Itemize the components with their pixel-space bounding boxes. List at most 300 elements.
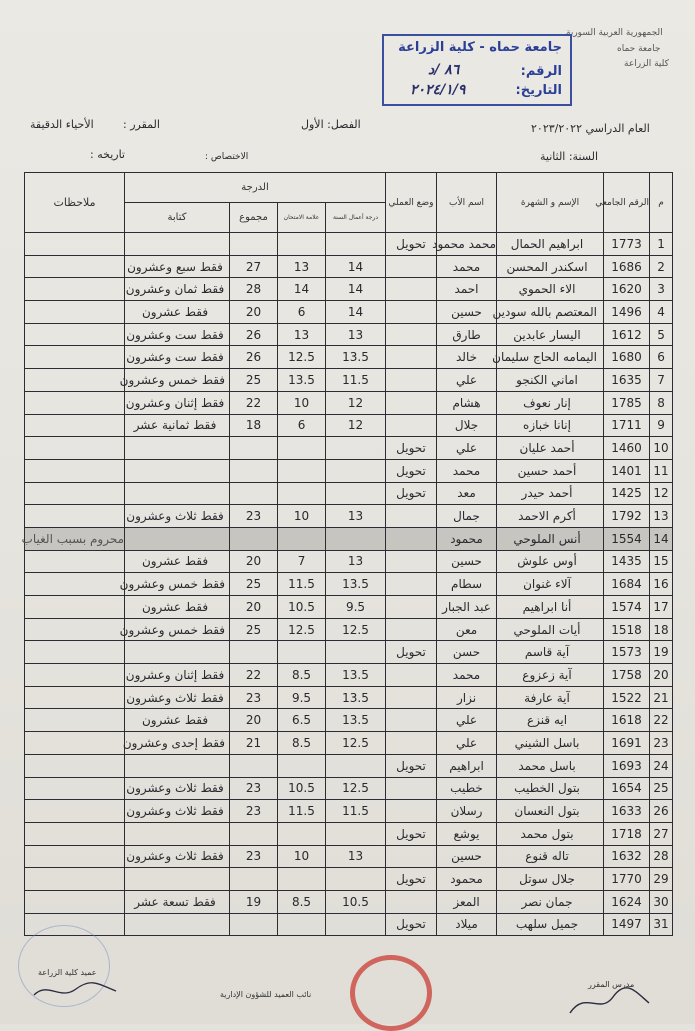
semester-work-grade [326,527,386,550]
row-note [25,505,125,528]
practical-status [386,278,437,301]
practical-status [386,505,437,528]
university-id: 1620 [604,278,650,301]
row-index: 27 [650,822,673,845]
exam-grade: 10 [278,845,326,868]
grade-in-words [125,754,230,777]
row-note [25,868,125,891]
semester-work-grade: 12 [326,414,386,437]
teacher-signature [565,985,655,1021]
footer-course-teacher: مدرس المقرر [588,980,635,989]
grade-in-words [125,913,230,936]
student-name: آية زعزوع [497,664,604,687]
row-note [25,822,125,845]
father-name: محمد [437,255,497,278]
semester-work-grade: 14 [326,255,386,278]
practical-status [386,391,437,414]
student-name: اليمامه الحاج سليمان [497,346,604,369]
total-grade [230,822,278,845]
col-semester-work: درجة أعمال السنة [326,203,386,233]
subject-value: الأحياء الدقيقة [30,118,94,131]
table-row [25,618,673,641]
grade-in-words: فقط خمس وعشرون [125,369,230,392]
col-practical-status: وضع العملي [386,173,437,233]
father-name: محمد محمود [437,233,497,256]
row-index: 28 [650,845,673,868]
practical-status: تحويل [386,233,437,256]
row-note [25,686,125,709]
father-name: سطام [437,573,497,596]
row-index: 21 [650,686,673,709]
exam-grade [278,527,326,550]
student-name: جلال سوتل [497,868,604,891]
father-name: المعز [437,890,497,913]
exam-grade: 10 [278,391,326,414]
practical-status: تحويل [386,754,437,777]
row-index: 7 [650,369,673,392]
table-row [25,845,673,868]
col-father-name: اسم الأب [437,173,497,233]
row-index: 19 [650,641,673,664]
row-note [25,369,125,392]
father-name: محمود [437,868,497,891]
father-name: ابراهيم [437,754,497,777]
row-index: 13 [650,505,673,528]
father-name: هشام [437,391,497,414]
table-row [25,732,673,755]
practical-status: تحويل [386,641,437,664]
student-name: اماني الكنجو [497,369,604,392]
total-grade: 20 [230,709,278,732]
row-note [25,233,125,256]
father-name: معن [437,618,497,641]
father-name: محمد [437,664,497,687]
father-name: علي [437,369,497,392]
student-name: أحمد عليان [497,437,604,460]
university-id: 1522 [604,686,650,709]
row-note [25,596,125,619]
grade-in-words: فقط خمس وعشرون [125,618,230,641]
row-note [25,732,125,755]
footer-dean: عميد كلية الزراعة [38,968,97,977]
col-university-id: الرقم الجامعي [604,173,650,233]
table-row [25,550,673,573]
table-row [25,527,673,550]
student-name: أيات الملوحي [497,618,604,641]
student-name: باسل الشيني [497,732,604,755]
table-row [25,800,673,823]
practical-status [386,845,437,868]
table-row [25,369,673,392]
exam-grade: 7 [278,550,326,573]
table-row [25,664,673,687]
row-index: 14 [650,527,673,550]
grades-table [21,172,673,936]
practical-status [386,323,437,346]
practical-status [386,596,437,619]
total-grade [230,459,278,482]
father-name: طارق [437,323,497,346]
subject-label: المقرر : [123,118,160,131]
exam-grade [278,459,326,482]
grade-in-words: فقط إثنان وعشرون [125,391,230,414]
semester: الفصل: الأول [301,118,361,131]
total-grade: 28 [230,278,278,301]
table-row [25,391,673,414]
exam-grade: 6 [278,414,326,437]
grade-in-words: فقط ست وعشرون [125,323,230,346]
total-grade: 20 [230,301,278,324]
row-note [25,255,125,278]
university-id: 1654 [604,777,650,800]
practical-status: تحويل [386,482,437,505]
exam-grade: 9.5 [278,686,326,709]
semester-work-grade [326,233,386,256]
col-name: الإسم و الشهرة [497,173,604,233]
student-name: بتول الخطيب [497,777,604,800]
grade-in-words: فقط خمس وعشرون [125,573,230,596]
row-index: 30 [650,890,673,913]
stamp-title: جامعة حماه - كلية الزراعة [398,40,562,55]
semester-work-grade [326,868,386,891]
table-row [25,709,673,732]
university-id: 1401 [604,459,650,482]
practical-status [386,550,437,573]
grade-in-words: فقط ثمان وعشرون [125,278,230,301]
university-id: 1460 [604,437,650,460]
father-name: عبد الجبار [437,596,497,619]
exam-grade [278,482,326,505]
father-name: خطيب [437,777,497,800]
total-grade: 20 [230,550,278,573]
university-id: 1554 [604,527,650,550]
row-index: 6 [650,346,673,369]
row-index: 24 [650,754,673,777]
table-row [25,505,673,528]
date-label: تاريخه : [90,148,125,161]
total-grade [230,527,278,550]
father-name: حسن [437,641,497,664]
exam-grade: 14 [278,278,326,301]
grade-in-words [125,527,230,550]
semester-work-grade [326,822,386,845]
semester-work-grade: 12.5 [326,732,386,755]
grade-in-words [125,482,230,505]
row-index: 20 [650,664,673,687]
row-note: محروم بسبب الغياب [25,527,125,550]
father-name: جمال [437,505,497,528]
grade-in-words: فقط سبع وعشرون [125,255,230,278]
practical-status [386,800,437,823]
student-name: إنار نعوف [497,391,604,414]
stamp-date-label: التاريخ: [515,83,562,98]
practical-status [386,414,437,437]
table-row [25,437,673,460]
exam-grade [278,437,326,460]
exam-grade: 10.5 [278,596,326,619]
total-grade [230,233,278,256]
father-name: ميلاد [437,913,497,936]
father-name: يوشع [437,822,497,845]
study-level: السنة: الثانية [540,150,598,163]
table-row [25,822,673,845]
table-row [25,346,673,369]
row-index: 4 [650,301,673,324]
exam-grade [278,913,326,936]
total-grade: 18 [230,414,278,437]
practical-status [386,777,437,800]
university-id: 1792 [604,505,650,528]
student-name: آية قاسم [497,641,604,664]
semester-work-grade: 9.5 [326,596,386,619]
father-name: جلال [437,414,497,437]
university-id: 1770 [604,868,650,891]
row-note [25,414,125,437]
row-note [25,459,125,482]
total-grade: 22 [230,664,278,687]
exam-grade: 13.5 [278,369,326,392]
student-name: تاله قنوع [497,845,604,868]
grade-in-words: فقط إثنان وعشرون [125,664,230,687]
total-grade: 25 [230,573,278,596]
table-row [25,686,673,709]
practical-status [386,369,437,392]
table-row [25,890,673,913]
student-name: أحمد حيدر [497,482,604,505]
student-name: أحمد حسين [497,459,604,482]
table-row [25,913,673,936]
specialization-label: الاختصاص : [205,152,249,162]
father-name: نزار [437,686,497,709]
university-id: 1718 [604,822,650,845]
father-name: محمد [437,459,497,482]
total-grade [230,641,278,664]
total-grade: 23 [230,505,278,528]
row-note [25,777,125,800]
semester-work-grade: 13.5 [326,686,386,709]
total-grade: 25 [230,369,278,392]
table-row [25,641,673,664]
practical-status [386,618,437,641]
grade-in-words: فقط عشرون [125,301,230,324]
academic-year: العام الدراسي ٢٠٢٣/٢٠٢٢ [531,122,650,135]
university-id: 1693 [604,754,650,777]
grade-in-words: فقط ثلاث وعشرون [125,777,230,800]
grade-in-words: فقط عشرون [125,596,230,619]
practical-status [386,346,437,369]
university-id: 1785 [604,391,650,414]
university-id: 1518 [604,618,650,641]
grade-in-words [125,868,230,891]
total-grade: 21 [230,732,278,755]
grade-in-words: فقط ثلاث وعشرون [125,686,230,709]
practical-status: تحويل [386,868,437,891]
table-row [25,414,673,437]
total-grade: 25 [230,618,278,641]
practical-status [386,301,437,324]
exam-grade: 13 [278,255,326,278]
exam-grade: 11.5 [278,800,326,823]
row-index: 3 [650,278,673,301]
grade-in-words: فقط ثلاث وعشرون [125,800,230,823]
row-index: 9 [650,414,673,437]
university-id: 1496 [604,301,650,324]
row-index: 15 [650,550,673,573]
grade-in-words: فقط ثلاث وعشرون [125,845,230,868]
row-note [25,890,125,913]
grade-in-words [125,459,230,482]
total-grade: 27 [230,255,278,278]
row-index: 12 [650,482,673,505]
header-university: جامعة حماه [617,44,661,54]
col-notes: ملاحظات [25,173,125,233]
row-note [25,709,125,732]
university-id: 1691 [604,732,650,755]
row-note [25,845,125,868]
semester-work-grade: 13.5 [326,346,386,369]
father-name: علي [437,437,497,460]
row-index: 5 [650,323,673,346]
university-id: 1632 [604,845,650,868]
university-id: 1758 [604,664,650,687]
row-note [25,618,125,641]
dean-signature [30,975,120,1005]
stamp-ref-label: الرقم: [520,64,562,79]
semester-work-grade: 10.5 [326,890,386,913]
row-index: 11 [650,459,673,482]
row-index: 29 [650,868,673,891]
exam-grade: 11.5 [278,573,326,596]
student-name: باسل محمد [497,754,604,777]
semester-work-grade [326,437,386,460]
total-grade: 19 [230,890,278,913]
grade-in-words: فقط تسعة عشر [125,890,230,913]
row-index: 22 [650,709,673,732]
exam-grade: 6 [278,301,326,324]
row-index: 23 [650,732,673,755]
practical-status: تحويل [386,822,437,845]
table-row [25,233,673,256]
col-written: كتابة [125,203,230,233]
university-id: 1633 [604,800,650,823]
father-name: رسلان [437,800,497,823]
row-note [25,482,125,505]
row-note [25,301,125,324]
footer-vice-dean: نائب العميد للشؤون الإدارية [220,990,312,999]
row-index: 10 [650,437,673,460]
student-name: أوس علوش [497,550,604,573]
grade-in-words [125,641,230,664]
semester-work-grade [326,754,386,777]
practical-status [386,255,437,278]
row-note [25,391,125,414]
exam-grade [278,641,326,664]
father-name: علي [437,709,497,732]
student-name: إنانا خبازه [497,414,604,437]
university-id: 1624 [604,890,650,913]
university-id: 1497 [604,913,650,936]
total-grade [230,913,278,936]
total-grade: 23 [230,845,278,868]
student-name: اليسار عابدين [497,323,604,346]
row-index: 26 [650,800,673,823]
header-faculty: كلية الزراعة [624,59,669,69]
row-index: 1 [650,233,673,256]
grade-in-words [125,233,230,256]
semester-work-grade: 11.5 [326,800,386,823]
total-grade: 22 [230,391,278,414]
exam-grade: 12.5 [278,618,326,641]
table-row [25,255,673,278]
reference-stamp [382,34,572,106]
row-note [25,346,125,369]
total-grade: 26 [230,346,278,369]
exam-grade [278,233,326,256]
exam-grade: 8.5 [278,890,326,913]
practical-status: تحويل [386,913,437,936]
student-name: بتول محمد [497,822,604,845]
total-grade [230,482,278,505]
table-row [25,323,673,346]
row-index: 25 [650,777,673,800]
row-note [25,754,125,777]
semester-work-grade: 12.5 [326,618,386,641]
header-country: الجمهورية العربية السورية [566,28,663,38]
father-name: حسين [437,301,497,324]
exam-grade: 6.5 [278,709,326,732]
table-row [25,596,673,619]
university-id: 1425 [604,482,650,505]
practical-status [386,890,437,913]
university-id: 1612 [604,323,650,346]
semester-work-grade [326,482,386,505]
row-index: 2 [650,255,673,278]
university-id: 1680 [604,346,650,369]
row-index: 8 [650,391,673,414]
row-index: 16 [650,573,673,596]
father-name: حسين [437,845,497,868]
semester-work-grade [326,641,386,664]
university-id: 1635 [604,369,650,392]
student-name: أنا ابراهيم [497,596,604,619]
row-index: 18 [650,618,673,641]
student-name: الاء الحموي [497,278,604,301]
university-id: 1684 [604,573,650,596]
faculty-seal [350,955,432,1031]
student-name: بتول النعسان [497,800,604,823]
total-grade: 23 [230,777,278,800]
university-id: 1711 [604,414,650,437]
student-name: آلاء غنوان [497,573,604,596]
row-note [25,664,125,687]
exam-grade: 13 [278,323,326,346]
father-name: معد [437,482,497,505]
stamp-ref-value: ٨٦ /د [428,62,460,78]
father-name: احمد [437,278,497,301]
semester-work-grade: 11.5 [326,369,386,392]
grade-in-words [125,437,230,460]
student-name: ايه قنزع [497,709,604,732]
university-id: 1574 [604,596,650,619]
father-name: حسين [437,550,497,573]
total-grade [230,868,278,891]
col-exam: علامة الامتحان [278,203,326,233]
student-name: أكرم الاحمد [497,505,604,528]
total-grade: 26 [230,323,278,346]
total-grade: 20 [230,596,278,619]
semester-work-grade: 12.5 [326,777,386,800]
semester-work-grade [326,459,386,482]
